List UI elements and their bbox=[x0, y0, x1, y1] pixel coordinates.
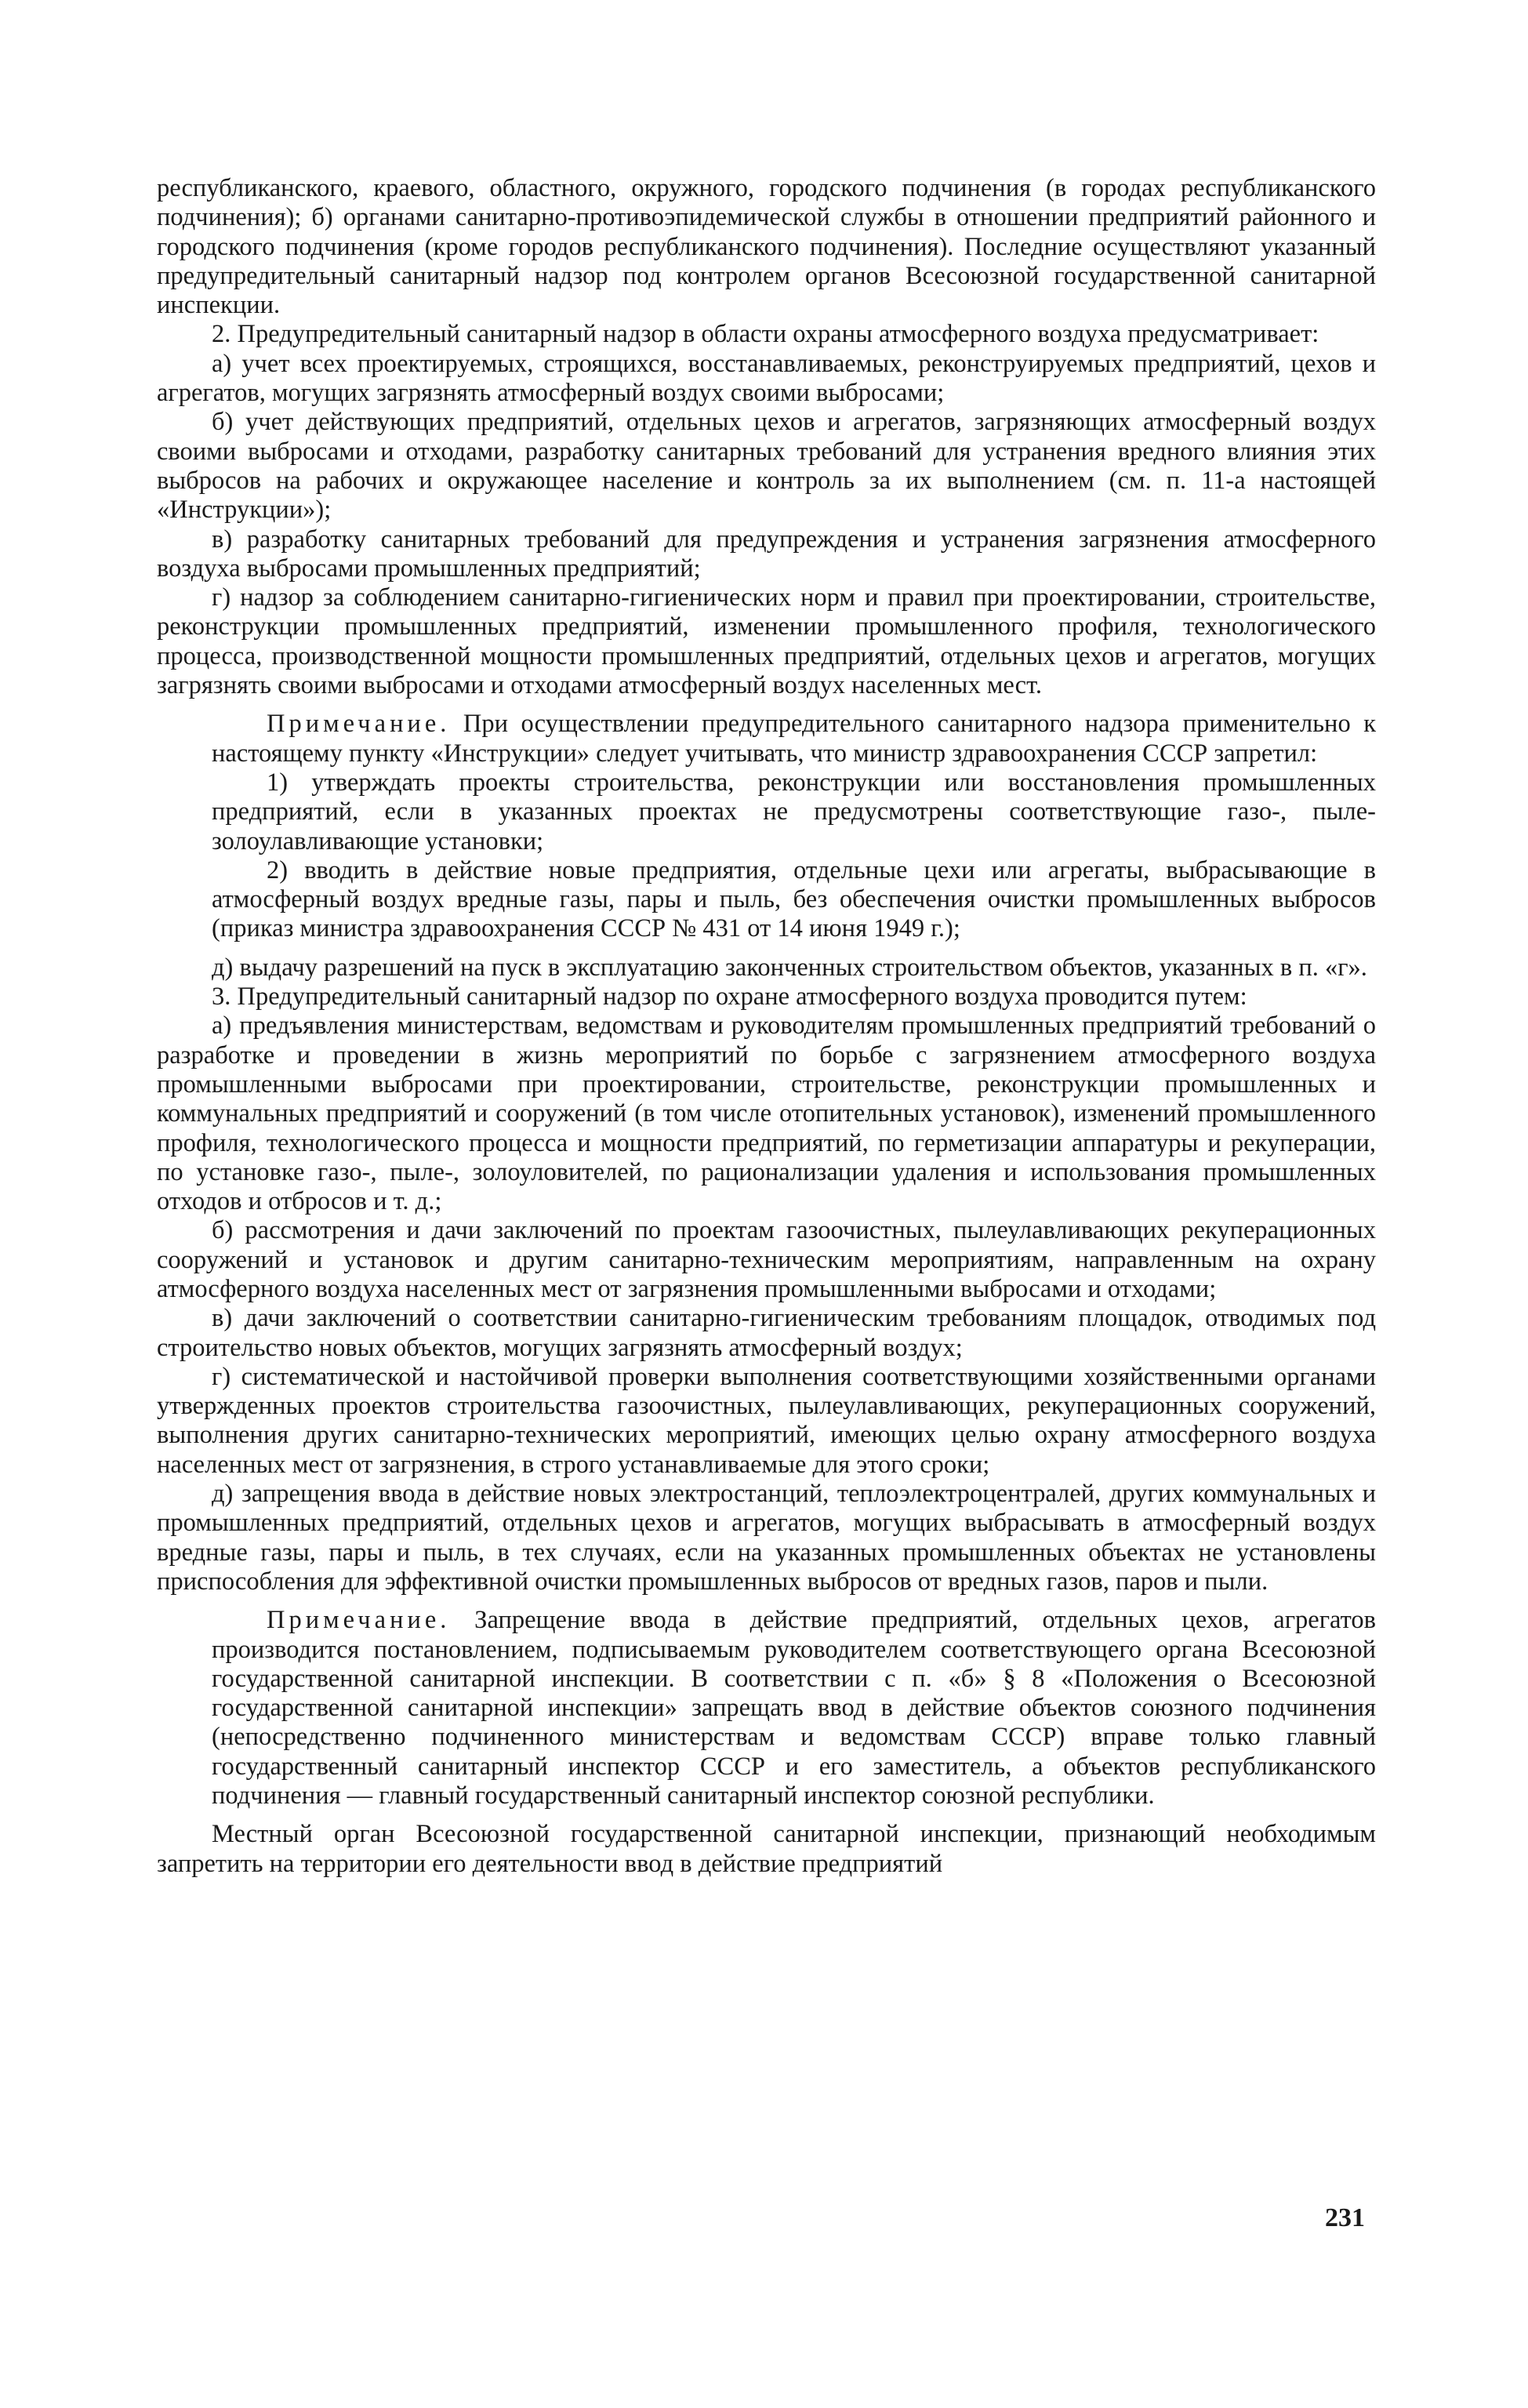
paragraph-item-2g: г) надзор за соблюдением санитарно-гигиенических норм и правил при проектировании, строительстве, реконструкции промышленных предприятий, изменении промышленного профиля, технологического процесса, производственной мощности промышленных предприятий, отдельных цехов и агрегатов, могущих загрязнять своими выбросами и отходами атмосферный воздух населенных мест. bbox=[157, 583, 1376, 700]
paragraph-item-2a: а) учет всех проектируемых, строящихся, восстанавливаемых, реконструируемых предприятий, цехов и агрегатов, могущих загрязнять атмосферный воздух своими выбросами; bbox=[157, 349, 1376, 408]
paragraph-item-2d: д) выдачу разрешений на пуск в эксплуатацию законченных строительством объектов, указанных в п. «г». bbox=[212, 953, 1367, 982]
paragraph-item-2: 2. Предупредительный санитарный надзор в области охраны атмосферного воздуха предусматривает: bbox=[212, 320, 1319, 349]
paragraph-final: Местный орган Всесоюзной государственной санитарной инспекции, признающий необходимым запретить на территории его деятельности ввод в действие предприятий bbox=[157, 1820, 1376, 1878]
page-body bbox=[157, 174, 1376, 1879]
note-2-text: Запрещение ввода в действие предприятий, отдельных цехов, агрегатов производится постановлением, подписываемым руководителем соответствующего органа Всесоюзной государственной санитарной инспекции. В соответствии с п. «б» § 8 «Положения о Всесоюзной государственной санитарной инспекции» запрещать ввод в действие объектов союзного подчинения (непосредственно подчиненного министерствам и ведомствам СССР) вправе только главный государственный санитарный инспектор СССР и его заместитель, а объектов республиканского подчинения — главный государственный санитарный инспектор союзной республики. bbox=[212, 1606, 1376, 1811]
paragraph-item-2b: б) учет действующих предприятий, отдельных цехов и агрегатов, загрязняющих атмосферный воздух своими выбросами и отходами, разработку санитарных требований для устранения вредного влияния этих выбросов на рабочих и окружающее население и контроль за их выполнением (см. п. 11-а настоящей «Инструкции»); bbox=[157, 408, 1376, 525]
paragraph-item-3v: в) дачи заключений о соответствии санитарно-гигиеническим требованиям площадок, отводимых под строительство новых объектов, могущих загрязнять атмосферный воздух; bbox=[157, 1304, 1376, 1362]
paragraph-continuation: республиканского, краевого, областного, окружного, городского подчинения (в городах республиканского подчинения); б) органами санитарно-противоэпидемической службы в отношении предприятий районного и городского подчинения (кроме городов республиканского подчинения). Последние осуществляют указанный предупредительный санитарный надзор под контролем органов Всесоюзной государственной санитарной инспекции. bbox=[157, 174, 1376, 320]
paragraph-item-3g: г) систематической и настойчивой проверки выполнения соответствующими хозяйственными органами утвержденных проектов строительства газоочистных, пылеулавливающих, рекуперационных сооружений, выполнения других санитарно-технических мероприятий, имеющих целью охрану атмосферного воздуха населенных мест от загрязнения, в строго устанавливаемые для этого сроки; bbox=[157, 1362, 1376, 1479]
paragraph-item-2v: в) разработку санитарных требований для предупреждения и устранения загрязнения атмосферного воздуха выбросами промышленных предприятий; bbox=[157, 525, 1376, 583]
paragraph-item-3d: д) запрещения ввода в действие новых электростанций, теплоэлектроцентралей, других коммунальных и промышленных предприятий, отдельных цехов и агрегатов, могущих выбрасывать в атмосферный воздух вредные газы, пары и пыль, в тех случаях, если на указанных промышленных объектах не установлены приспособления для эффективной очистки промышленных выбросов от вредных газов, паров и пыли. bbox=[157, 1480, 1376, 1596]
note-1-item-1: 1) утверждать проекты строительства, реконструкции или восстановления промышленных предприятий, если в указанных проектах не предусмотрены соответствующие газо-, пыле-золоулавливающие установки; bbox=[212, 768, 1376, 855]
note-1-text: При осуществлении предупредительного санитарного надзора применительно к настоящему пункту «Инструкции» следует учитывать, что министр здравоохранения СССР запретил: bbox=[212, 710, 1376, 768]
note-block-2 bbox=[212, 1606, 1376, 1811]
page-number: 231 bbox=[1325, 2203, 1365, 2232]
paragraph-item-3a: а) предъявления министерствам, ведомствам и руководителям промышленных предприятий требований о разработке и проведении в жизнь мероприятий по борьбе с загрязнением атмосферного воздуха промышленными выбросами при проектировании, строительстве, реконструкции промышленных и коммунальных предприятий и сооружений (в том числе отопительных установок), изменений промышленного профиля, технологического процесса и мощности предприятий, по герметизации аппаратуры и рекуперации, по установке газо-, пыле-, золоуловителей, по рационализации удаления и использования промышленных отходов и отбросов и т. д.; bbox=[157, 1012, 1376, 1216]
note-block-1 bbox=[212, 710, 1376, 943]
note-1-item-2: 2) вводить в действие новые предприятия, отдельные цехи или агрегаты, выбрасывающие в атмосферный воздух вредные газы, пары и пыль, без обеспечения очистки промышленных выбросов (приказ министра здравоохранения СССР № 431 от 14 июня 1949 г.); bbox=[212, 855, 1376, 943]
note-1-label: Примечание. bbox=[267, 710, 451, 739]
note-2-label: Примечание. bbox=[267, 1606, 451, 1635]
paragraph-item-3b: б) рассмотрения и дачи заключений по проектам газоочистных, пылеулавливающих рекуперационных сооружений и установок и другим санитарно-техническим мероприятиям, направленным на охрану атмосферного воздуха населенных мест от загрязнения промышленными выбросами и отходами; bbox=[157, 1216, 1376, 1303]
note-2-paragraph bbox=[212, 1606, 1376, 1811]
note-1-paragraph bbox=[212, 710, 1376, 768]
paragraph-item-3: 3. Предупредительный санитарный надзор по охране атмосферного воздуха проводится путем: bbox=[212, 982, 1247, 1012]
